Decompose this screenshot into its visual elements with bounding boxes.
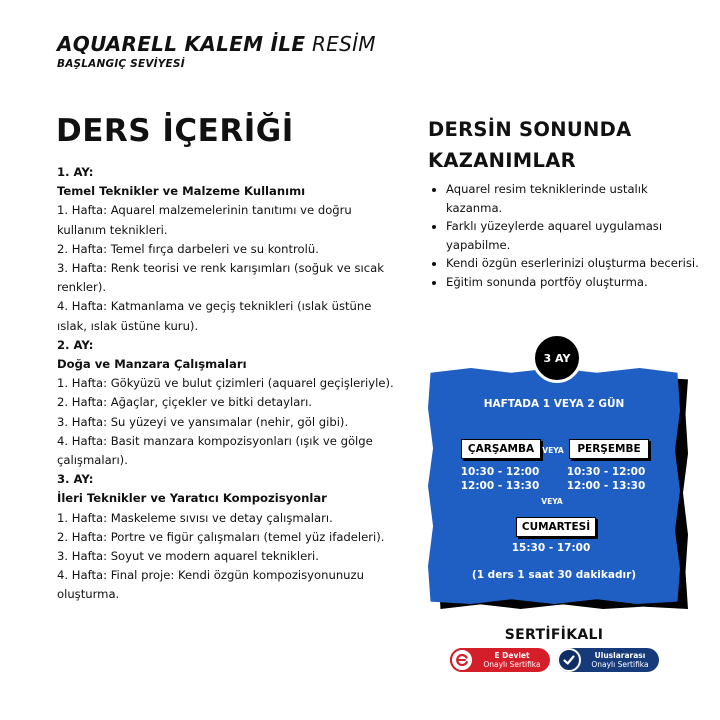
course-content-heading: DERS İÇERİĞİ: [56, 113, 294, 149]
times-saturday: [506, 541, 596, 555]
content-section-heading: Temel Teknikler ve Malzeme Kullanımı: [57, 184, 306, 199]
content-line: kullanım teknikleri.: [57, 222, 168, 237]
day-thursday: PERŞEMBE: [569, 439, 649, 459]
time-slot: 12:00 - 13:30: [460, 480, 540, 492]
content-section-heading: 1. AY:: [57, 165, 94, 179]
international-sublabel: Onaylı Sertifika: [591, 660, 649, 669]
content-line: 1. Hafta: Maskeleme sıvısı ve detay çalışmaları.: [57, 510, 333, 525]
course-content-list: [57, 163, 407, 605]
content-section-heading: Doğa ve Manzara Çalışmaları: [57, 357, 247, 372]
content-line: 4. Hafta: Final proje: Kendi özgün kompozisyonunuzu: [57, 568, 364, 583]
edevlet-label: E Devlet: [494, 651, 530, 660]
outcomes-heading-line2: KAZANIMLAR: [428, 149, 576, 172]
day-saturday: CUMARTESİ: [516, 517, 596, 537]
outcomes-list: [428, 180, 706, 292]
content-line: renkler).: [57, 280, 107, 295]
time-slot: 10:30 - 12:00: [566, 466, 646, 478]
content-line: 3. Hafta: Soyut ve modern aquarel teknikleri.: [57, 549, 319, 564]
time-slot: 10:30 - 12:00: [460, 466, 540, 478]
page-title: [57, 32, 376, 56]
outcome-item: • Kendi özgün eserlerinizi oluşturma becerisi.: [446, 254, 706, 273]
time-slot: 12:00 - 13:30: [566, 480, 646, 492]
times-thursday: [561, 465, 651, 493]
content-section-heading: 3. AY:: [57, 472, 94, 487]
edevlet-certificate-badge: [450, 648, 550, 672]
title-light: RESİM: [311, 32, 376, 56]
title-bold: AQUARELL KALEM İLE: [57, 32, 306, 56]
or-label: VEYA: [541, 497, 563, 506]
outcome-item: • Aquarel resim tekniklerinde ustalık kazanma.: [446, 180, 706, 217]
check-icon: [557, 648, 581, 672]
content-line: oluşturma.: [57, 587, 120, 602]
content-line: 2. Hafta: Ağaçlar, çiçekler ve bitki detayları.: [57, 395, 312, 410]
content-section-heading: İleri Teknikler ve Yaratıcı Kompozisyonlar: [57, 491, 327, 506]
schedule-title: HAFTADA 1 VEYA 2 GÜN: [483, 398, 625, 410]
edevlet-certificate-text: [474, 651, 550, 669]
duration-badge: 3 AY: [532, 333, 582, 383]
content-line: çalışmaları).: [57, 453, 128, 468]
outcomes-heading: [428, 114, 632, 176]
content-line: 3. Hafta: Su yüzeyi ve yansımalar (nehir, göl gibi).: [57, 414, 349, 429]
content-line: 2. Hafta: Temel fırça darbeleri ve su kontrolü.: [57, 241, 319, 256]
content-line: 4. Hafta: Katmanlama ve geçiş teknikleri (ıslak üstüne: [57, 299, 372, 314]
content-section-heading: 2. AY:: [57, 337, 94, 352]
times-wednesday: [455, 465, 545, 493]
page-subtitle: BAŞLANGIÇ SEVİYESİ: [57, 58, 185, 70]
outcomes-heading-line1: DERSİN SONUNDA: [428, 118, 632, 141]
international-label: Uluslararası: [594, 651, 646, 660]
international-certificate-text: [581, 651, 659, 669]
outcome-item: • Eğitim sonunda portföy oluşturma.: [446, 273, 706, 292]
international-certificate-badge: [557, 648, 659, 672]
or-label: VEYA: [542, 446, 564, 455]
e-devlet-logo-icon: [450, 648, 474, 672]
certificates-heading: SERTİFİKALI: [504, 627, 604, 643]
content-line: 4. Hafta: Basit manzara kompozisyonları (ışık ve gölge: [57, 433, 373, 448]
time-slot: 15:30 - 17:00: [511, 542, 591, 554]
content-line: ıslak, ıslak üstüne kuru).: [57, 318, 199, 333]
content-line: 2. Hafta: Portre ve figür çalışmaları (temel yüz ifadeleri).: [57, 529, 385, 544]
day-wednesday: ÇARŞAMBA: [461, 439, 541, 459]
lesson-duration-note: (1 ders 1 saat 30 dakikadır): [471, 569, 637, 581]
content-line: 3. Hafta: Renk teorisi ve renk karışımları (soğuk ve sıcak: [57, 261, 384, 276]
edevlet-sublabel: Onaylı Sertifika: [483, 660, 541, 669]
content-line: 1. Hafta: Aquarel malzemelerinin tanıtımı ve doğru: [57, 203, 352, 218]
content-line: 1. Hafta: Gökyüzü ve bulut çizimleri (aquarel geçişleriyle).: [57, 376, 394, 391]
outcome-item: • Farklı yüzeylerde aquarel uygulaması yapabilme.: [446, 217, 706, 254]
